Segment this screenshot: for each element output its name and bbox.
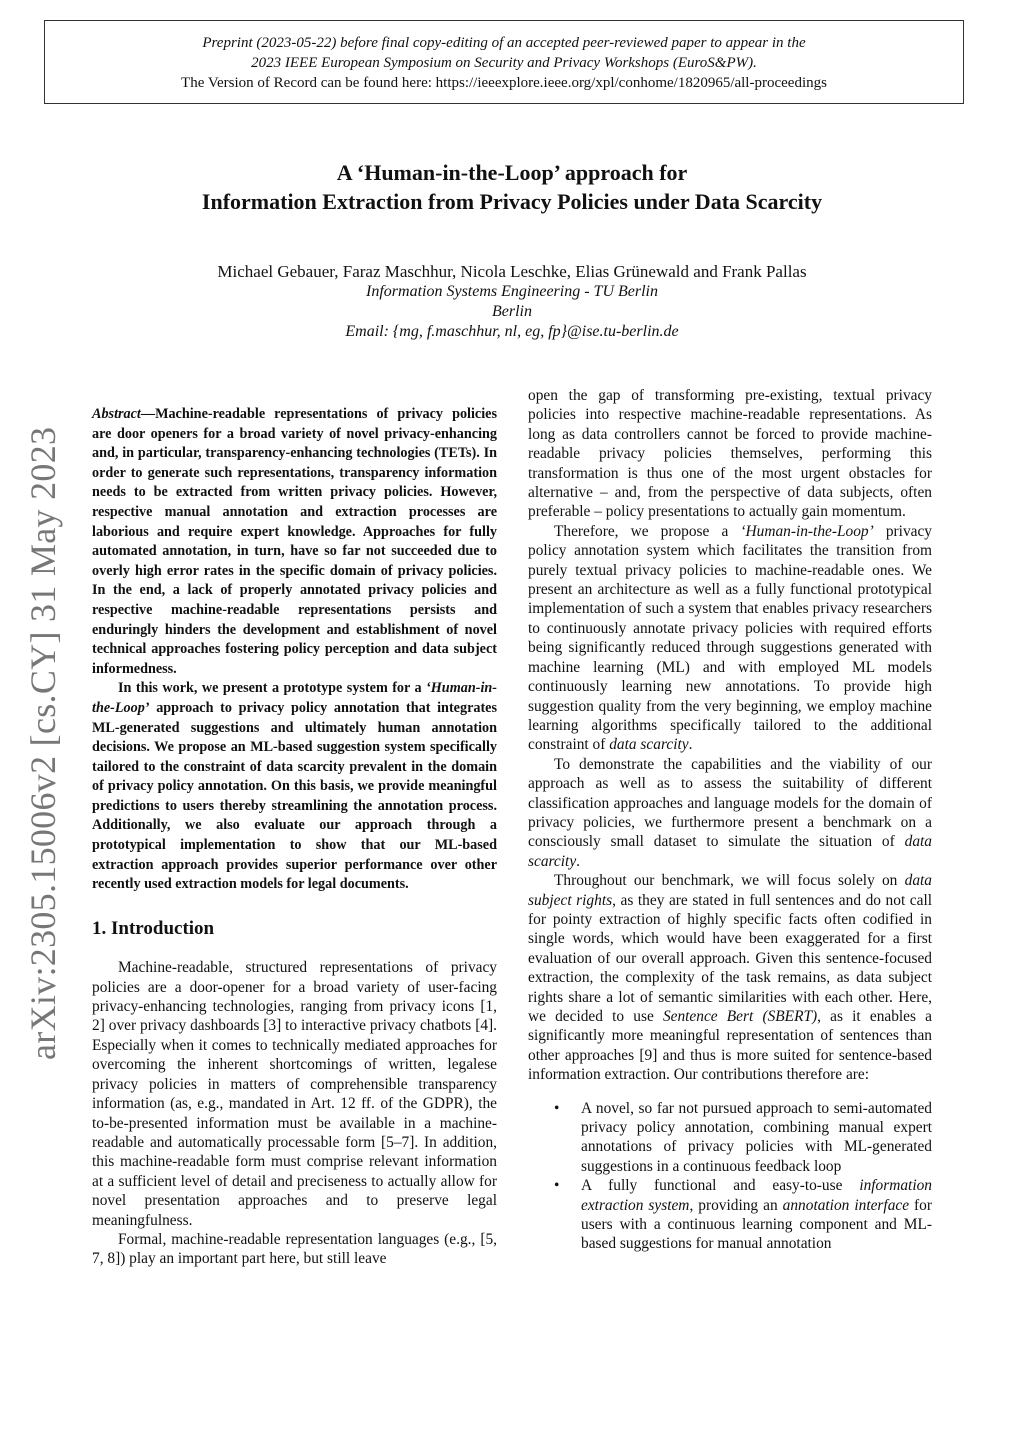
abstract-label: Abstract [92,406,141,422]
contribution-item-2: • A fully functional and easy-to-use information extraction system, providing an annotation interface for users with a continuous learning component and ML-based suggestions for manual annotation [554,1177,933,1253]
author-block [60,262,964,342]
intro-paragraph-4: To demonstrate the capabilities and the viability of our approach as well as to assess the suitability of different classification approaches and language models for the domain of privacy policies, we furthermore present a benchmark on a consciously small dataset to simulate the situation of data scarcity. [528,755,932,870]
preprint-notice [44,20,964,104]
notice-line-1: Preprint (2023-05-22) before final copy-editing of an accepted peer-reviewed paper to appear in the [202,35,806,51]
right-column [528,386,932,1254]
author-names: Michael Gebauer, Faraz Maschhur, Nicola Leschke, Elias Grünewald and Frank Pallas [217,262,807,281]
abstract-paragraph-2: In this work, we present a prototype system for a ‘Human-in-the-Loop’ approach to privacy policy annotation that integrates ML-generated suggestions and ultimately human annotation decisions. We propose an ML-based suggestion system specifically tailored to the constraint of data scarcity prevalent in the domain of privacy policy annotation. On this basis, we provide meaningful predictions to users thereby streamlining the annotation process. Additionally, we also evaluate our approach through a prototypical implementation to show that our ML-based extraction approach provides superior performance over other recently used extraction models for legal documents. [92,680,497,893]
contribution-item-1: • A novel, so far not pursued approach to semi-automated privacy policy annotation, combining manual expert annotations of privacy policies with ML-generated suggestions in a continuous feedback loop [554,1099,932,1175]
notice-line-3: The Version of Record can be found here: https://ieeexplore.ieee.org/xpl/conhome/1820965/all-proceedings [181,75,827,91]
notice-line-2: 2023 IEEE European Symposium on Security and Privacy Workshops (EuroS&PW). [251,55,757,71]
intro-paragraph-2-continued: open the gap of transforming pre-existing, textual privacy policies into respective machine-readable representations. As long as data controllers cannot be forced to provide machine-readable privacy policies themselves, performing this transformation is thus one of the most urgent obstacles for alternative – and, from the perspective of data subjects, often preferable – policy presentations to actually gain momentum. [528,387,932,521]
author-city: Berlin [492,303,532,320]
abstract-paragraph-1: —Machine-readable representations of privacy policies are door openers for a broad variety of novel privacy-enhancing and, in particular, transparency-enhancing technologies (TETs). In order to generate such representations, transparency information needs to be extracted from written privacy policies. However, respective manual annotation and extraction processes are laborious and require expert knowledge. Approaches for fully automated annotation, in turn, have so far not succeeded due to overly high error rates in the specific domain of privacy policies. In the end, a lack of properly annotated privacy policies and respective machine-readable representations persists and enduringly hinders the development and establishment of novel technical approaches fostering policy perception and data subject informedness. [92,406,497,677]
bullet-icon: • [554,1177,560,1195]
intro-paragraph-2: Formal, machine-readable representation languages (e.g., [5, 7, 8]) play an important part here, but still leave [92,1230,497,1268]
intro-paragraph-5: Throughout our benchmark, we will focus solely on data subject rights, as they are stated in full sentences and do not call for pointy extraction of highly specific facts often codified in single words, which would have been exaggerated for a first evaluation of our overall approach. Given this sentence-focused extraction, the complexity of the task remains, as data subject rights share a lot of semantic similarities with each other. Here, we decided to use Sentence Bert (SBERT), as it enables a significantly more meaningful representation of sentences than other approaches [9] and thus is more suited for sentence-based information extraction. Our contributions therefore are: [528,872,932,1084]
title-line-2: Information Extraction from Privacy Policies under Data Scarcity [201,189,823,214]
title-line-1: A ‘Human-in-the-Loop’ approach for [336,160,688,185]
intro-paragraph-1: Machine-readable, structured representations of privacy policies are a door-opener for a broad variety of user-facing privacy-enhancing technologies, ranging from privacy icons [1, 2] over privacy dashboards [3] to interactive privacy chatbots [4]. Especially when it comes to technically mediated approaches for overcoming the inherent shortcomings of written, legalese privacy policies in matters of comprehensible transparency information (as, e.g., mandated in Art. 12 ff. of the GDPR), the to-be-presented information must be available in a machine-readable and automatically processable form [5–7]. In addition, this machine-readable form must comprise relevant information at a sufficient level of detail and preciseness to actually allow for novel presentation approaches and to preserve legal meaningfulness. [92,959,497,1229]
left-column [92,405,497,1269]
arxiv-identifier: arXiv:2305.15006v2 [cs.CY] 31 May 2023 [23,426,63,1060]
bullet-icon: • [554,1099,560,1117]
intro-paragraph-3: Therefore, we propose a ‘Human-in-the-Loop’ privacy policy annotation system which facilitates the transition from purely textual privacy policies to machine-readable ones. We present an architecture as well as a fully functional prototypical implementation of such a system that enables privacy researchers to continuously annotate privacy policies with required efforts being significantly reduced through suggestions generated with machine learning (ML) and with employed ML models continuously learning new annotations. To provide high suggestion quality from the very beginning, we employ machine learning algorithms specifically tailored to the additional constraint of data scarcity. [528,522,933,754]
contributions-list [528,1099,932,1254]
abstract [92,405,497,895]
author-affiliation: Information Systems Engineering - TU Berlin [366,283,658,300]
author-email: Email: {mg, f.maschhur, nl, eg, fp}@ise.tu-berlin.de [345,323,679,340]
section-heading-introduction: 1. Introduction [92,917,215,939]
paper-title [60,158,964,216]
